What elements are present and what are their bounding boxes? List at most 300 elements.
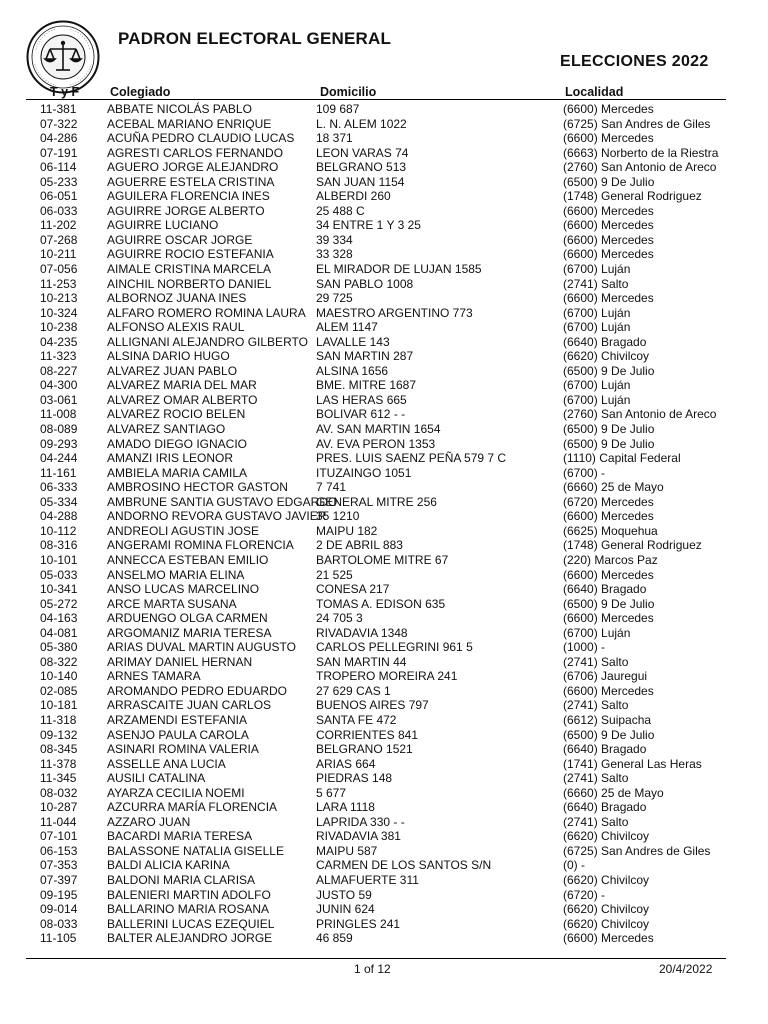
row-domicilio: 25 488 C	[316, 203, 365, 218]
row-localidad: (6660) 25 de Mayo	[563, 785, 664, 800]
row-localidad: (6620) Chivilcoy	[563, 829, 650, 844]
row-localidad: (6700) Luján	[563, 262, 631, 277]
row-domicilio: RIVADAVIA 381	[316, 829, 401, 844]
row-localidad: (6500) 9 De Julio	[563, 174, 655, 189]
row-tyf: 11-044	[40, 814, 77, 829]
row-localidad: (6706) Jauregui	[563, 669, 648, 684]
row-tyf: 10-238	[40, 320, 78, 335]
row-tyf: 10-287	[40, 800, 78, 815]
row-colegiado: ARCE MARTA SUSANA	[107, 596, 237, 611]
row-colegiado: ARNES TAMARA	[107, 669, 201, 684]
row-domicilio: ALEM 1147	[316, 320, 378, 335]
row-localidad: (6500) 9 De Julio	[563, 596, 655, 611]
row-tyf: 07-268	[40, 232, 78, 247]
row-tyf: 10-101	[40, 552, 78, 567]
row-domicilio: RIVADAVIA 1348	[316, 625, 408, 640]
row-tyf: 11-253	[40, 276, 77, 291]
row-localidad: (6700) Luján	[563, 378, 631, 393]
election-year-title: ELECCIONES 2022	[560, 53, 709, 70]
row-tyf: 05-272	[40, 596, 78, 611]
table-row	[0, 509, 768, 524]
row-localidad: (6600) Mercedes	[563, 102, 654, 116]
table-row	[0, 291, 768, 306]
document-title: PADRON ELECTORAL GENERAL	[118, 29, 392, 48]
row-localidad: (6600) Mercedes	[563, 218, 654, 233]
row-domicilio: AV. SAN MARTIN 1654	[316, 422, 441, 437]
row-tyf: 09-132	[40, 727, 78, 742]
table-row	[0, 931, 768, 946]
row-localidad: (6640) Bragado	[563, 334, 647, 349]
row-colegiado: ANNECCA ESTEBAN EMILIO	[107, 552, 269, 567]
row-colegiado: ASENJO PAULA CAROLA	[107, 727, 249, 742]
row-domicilio: 29 725	[316, 291, 353, 306]
row-tyf: 10-213	[40, 291, 78, 306]
row-colegiado: BALASSONE NATALIA GISELLE	[107, 843, 284, 858]
table-row	[0, 800, 768, 815]
row-tyf: 07-101	[40, 829, 78, 844]
row-localidad: (6660) 25 de Mayo	[563, 480, 664, 495]
row-domicilio: MAIPU 182	[316, 523, 378, 538]
table-row	[0, 233, 768, 248]
row-domicilio: PIEDRAS 148	[316, 771, 393, 786]
row-domicilio: LAS HERAS 665	[316, 392, 407, 407]
row-localidad: (6500) 9 De Julio	[563, 422, 655, 437]
row-colegiado: BALENIERI MARTIN ADOLFO	[107, 887, 271, 902]
table-row	[0, 480, 768, 495]
table-row	[0, 495, 768, 510]
table-row	[0, 568, 768, 583]
row-localidad: (220) Marcos Paz	[563, 552, 658, 567]
table-row	[0, 728, 768, 743]
row-colegiado: AGUIRRE LUCIANO	[107, 218, 219, 233]
row-localidad: (6500) 9 De Julio	[563, 363, 655, 378]
row-localidad: (6663) Norberto de la Riestra	[563, 145, 719, 160]
row-localidad: (6600) Mercedes	[563, 131, 654, 146]
row-localidad: (2741) Salto	[563, 654, 629, 669]
row-colegiado: ANSO LUCAS MARCELINO	[107, 582, 260, 597]
row-domicilio: ITUZAINGO 1051	[316, 465, 412, 480]
table-row	[0, 538, 768, 553]
row-tyf: 08-227	[40, 363, 78, 378]
row-colegiado: ARDUENGO OLGA CARMEN	[107, 611, 268, 626]
row-localidad: (6600) Mercedes	[563, 247, 654, 262]
row-localidad: (6720) Mercedes	[563, 494, 654, 509]
header-localidad: Localidad	[565, 85, 624, 99]
row-domicilio: ALMAFUERTE 311	[316, 872, 419, 887]
row-tyf: 03-061	[40, 392, 78, 407]
row-colegiado: ANSELMO MARIA ELINA	[107, 567, 245, 582]
row-colegiado: AGUIRRE JORGE ALBERTO	[107, 203, 265, 218]
row-tyf: 11-161	[40, 465, 77, 480]
row-tyf: 05-380	[40, 640, 78, 655]
row-domicilio: BARTOLOME MITRE 67	[316, 552, 449, 567]
row-domicilio: 35 1210	[316, 509, 360, 524]
row-colegiado: ALVAREZ SANTIAGO	[107, 422, 226, 437]
row-domicilio: 46 859	[316, 931, 353, 946]
row-localidad: (6640) Bragado	[563, 742, 647, 757]
row-colegiado: AMBROSINO HECTOR GASTON	[107, 480, 288, 495]
row-domicilio: JUSTO 59	[316, 887, 372, 902]
row-tyf: 08-033	[40, 916, 78, 931]
header-tyf: T y F	[50, 85, 80, 99]
table-row	[0, 844, 768, 859]
table-row	[0, 320, 768, 335]
row-domicilio: SAN PABLO 1008	[316, 276, 414, 291]
row-colegiado: ASSELLE ANA LUCIA	[107, 756, 226, 771]
row-localidad: (1748) General Rodriguez	[563, 538, 702, 553]
table-row	[0, 393, 768, 408]
row-colegiado: AGUIRRE ROCIO ESTEFANIA	[107, 247, 274, 262]
row-domicilio: MAESTRO ARGENTINO 773	[316, 305, 473, 320]
row-tyf: 08-316	[40, 538, 78, 553]
row-localidad: (6600) Mercedes	[563, 611, 654, 626]
college-seal-icon	[26, 20, 100, 94]
row-domicilio: 27 629 CAS 1	[316, 683, 391, 698]
row-colegiado: ACUÑA PEDRO CLAUDIO LUCAS	[107, 131, 295, 146]
row-domicilio: AV. EVA PERON 1353	[316, 436, 436, 451]
row-localidad: (1110) Capital Federal	[563, 451, 681, 466]
row-localidad: (6600) Mercedes	[563, 683, 654, 698]
row-localidad: (6640) Bragado	[563, 582, 647, 597]
print-date: 20/4/2022	[659, 962, 713, 976]
table-row	[0, 451, 768, 466]
row-tyf: 05-033	[40, 567, 78, 582]
row-tyf: 04-300	[40, 378, 78, 393]
row-tyf: 06-051	[40, 189, 78, 204]
table-row	[0, 713, 768, 728]
row-domicilio: SAN MARTIN 287	[316, 349, 414, 364]
row-colegiado: ANDORNO REVORA GUSTAVO JAVIER	[107, 509, 327, 524]
page-number: 1 of 12	[354, 962, 391, 976]
row-tyf: 05-233	[40, 174, 78, 189]
row-localidad: (6620) Chivilcoy	[563, 872, 650, 887]
row-domicilio: BUENOS AIRES 797	[316, 698, 429, 713]
table-row	[0, 917, 768, 932]
row-localidad: (2741) Salto	[563, 698, 629, 713]
header-colegiado: Colegiado	[110, 85, 171, 99]
row-colegiado: BALDI ALICIA KARINA	[107, 858, 230, 873]
table-row	[0, 407, 768, 422]
table-row	[0, 204, 768, 219]
row-localidad: (1741) General Las Heras	[563, 756, 702, 771]
table-row	[0, 829, 768, 844]
table-row	[0, 422, 768, 437]
row-domicilio: ALBERDI 260	[316, 189, 391, 204]
row-domicilio: GENERAL MITRE 256	[316, 494, 437, 509]
table-row	[0, 349, 768, 364]
row-tyf: 10-181	[40, 698, 78, 713]
row-tyf: 07-353	[40, 858, 78, 873]
row-localidad: (2741) Salto	[563, 814, 629, 829]
row-colegiado: ALVAREZ JUAN PABLO	[107, 363, 238, 378]
row-domicilio: PRINGLES 241	[316, 916, 401, 931]
row-tyf: 04-288	[40, 509, 78, 524]
table-row	[0, 655, 768, 670]
table-row	[0, 742, 768, 757]
row-localidad: (6700) Luján	[563, 320, 631, 335]
row-localidad: (1000) -	[563, 640, 606, 655]
row-colegiado: ALFONSO ALEXIS RAUL	[107, 320, 245, 335]
row-colegiado: AMBIELA MARIA CAMILA	[107, 465, 248, 480]
row-domicilio: 7 741	[316, 480, 347, 495]
row-colegiado: ALVAREZ OMAR ALBERTO	[107, 392, 258, 407]
row-colegiado: BALTER ALEJANDRO JORGE	[107, 931, 273, 946]
row-domicilio: 21 525	[316, 567, 353, 582]
row-tyf: 04-244	[40, 451, 78, 466]
row-colegiado: BALLERINI LUCAS EZEQUIEL	[107, 916, 275, 931]
table-row	[0, 582, 768, 597]
row-domicilio: LAPRIDA 330 - -	[316, 814, 405, 829]
row-colegiado: AMBRUNE SANTIA GUSTAVO EDGARDO	[107, 494, 338, 509]
table-row	[0, 364, 768, 379]
table-row	[0, 553, 768, 568]
row-domicilio: 2 DE ABRIL 883	[316, 538, 403, 553]
row-tyf: 11-318	[40, 712, 77, 727]
row-tyf: 08-032	[40, 785, 78, 800]
row-localidad: (1748) General Rodriguez	[563, 189, 702, 204]
row-domicilio: MAIPU 587	[316, 843, 378, 858]
row-colegiado: ANDREOLI AGUSTIN JOSE	[107, 523, 260, 538]
row-tyf: 11-381	[40, 102, 77, 116]
row-localidad: (6600) Mercedes	[563, 291, 654, 306]
row-tyf: 10-341	[40, 582, 78, 597]
row-colegiado: AZCURRA MARÍA FLORENCIA	[107, 800, 278, 815]
row-localidad: (2741) Salto	[563, 771, 629, 786]
row-colegiado: BALDONI MARIA CLARISA	[107, 872, 256, 887]
row-colegiado: ARGOMANIZ MARIA TERESA	[107, 625, 272, 640]
table-row	[0, 262, 768, 277]
row-colegiado: AIMALE CRISTINA MARCELA	[107, 262, 272, 277]
row-domicilio: CORRIENTES 841	[316, 727, 419, 742]
row-tyf: 06-114	[40, 160, 77, 175]
row-localidad: (6600) Mercedes	[563, 232, 654, 247]
row-tyf: 11-008	[40, 407, 77, 422]
row-tyf: 08-345	[40, 742, 78, 757]
row-domicilio: 5 677	[316, 785, 347, 800]
row-domicilio: 18 371	[316, 131, 353, 146]
table-row	[0, 378, 768, 393]
row-domicilio: CARLOS PELLEGRINI 961 5	[316, 640, 473, 655]
table-row	[0, 218, 768, 233]
row-tyf: 11-345	[40, 771, 77, 786]
row-tyf: 04-163	[40, 611, 78, 626]
table-row	[0, 131, 768, 146]
row-tyf: 06-333	[40, 480, 78, 495]
row-localidad: (6500) 9 De Julio	[563, 727, 655, 742]
row-tyf: 11-202	[40, 218, 77, 233]
row-localidad: (6725) San Andres de Giles	[563, 843, 711, 858]
row-localidad: (2741) Salto	[563, 276, 629, 291]
table-row	[0, 437, 768, 452]
row-tyf: 07-397	[40, 872, 78, 887]
row-tyf: 09-014	[40, 902, 78, 917]
row-domicilio: BELGRANO 1521	[316, 742, 413, 757]
table-row	[0, 466, 768, 481]
row-localidad: (6640) Bragado	[563, 800, 647, 815]
row-tyf: 10-140	[40, 669, 78, 684]
table-row	[0, 117, 768, 132]
table-row	[0, 902, 768, 917]
row-domicilio: CONESA 217	[316, 582, 390, 597]
table-row	[0, 640, 768, 655]
row-localidad: (6700) Luján	[563, 305, 631, 320]
row-domicilio: PRES. LUIS SAENZ PEÑA 579 7 C	[316, 451, 507, 466]
row-domicilio: BOLIVAR 612 - -	[316, 407, 406, 422]
row-localidad: (6500) 9 De Julio	[563, 436, 655, 451]
table-row	[0, 888, 768, 903]
row-localidad: (6700) Luján	[563, 625, 631, 640]
row-colegiado: AGUERRE ESTELA CRISTINA	[107, 174, 275, 189]
row-localidad: (0) -	[563, 858, 585, 873]
table-row	[0, 611, 768, 626]
row-tyf: 07-322	[40, 116, 78, 131]
table-row	[0, 247, 768, 262]
row-domicilio: 24 705 3	[316, 611, 363, 626]
row-domicilio: ALSINA 1656	[316, 363, 389, 378]
row-tyf: 10-112	[40, 523, 77, 538]
row-localidad: (6620) Chivilcoy	[563, 916, 650, 931]
row-domicilio: LAVALLE 143	[316, 334, 390, 349]
row-domicilio: LEON VARAS 74	[316, 145, 409, 160]
row-colegiado: ANGERAMI ROMINA FLORENCIA	[107, 538, 294, 553]
row-localidad: (6612) Suipacha	[563, 712, 652, 727]
row-colegiado: AINCHIL NORBERTO DANIEL	[107, 276, 272, 291]
row-tyf: 07-191	[40, 145, 78, 160]
row-domicilio: L. N. ALEM 1022	[316, 116, 407, 131]
row-colegiado: AROMANDO PEDRO EDUARDO	[107, 683, 288, 698]
row-tyf: 10-211	[40, 247, 77, 262]
row-domicilio: JUNIN 624	[316, 902, 375, 917]
table-row	[0, 189, 768, 204]
row-localidad: (6725) San Andres de Giles	[563, 116, 711, 131]
row-tyf: 04-081	[40, 625, 78, 640]
table-row	[0, 757, 768, 772]
row-localidad: (6600) Mercedes	[563, 509, 654, 524]
row-colegiado: ALLIGNANI ALEJANDRO GILBERTO	[107, 334, 308, 349]
row-colegiado: AGRESTI CARLOS FERNANDO	[107, 145, 284, 160]
row-colegiado: ALBORNOZ JUANA INES	[107, 291, 247, 306]
footer-divider	[26, 958, 726, 959]
row-colegiado: AYARZA CECILIA NOEMI	[107, 785, 245, 800]
row-tyf: 08-089	[40, 422, 78, 437]
row-tyf: 06-033	[40, 203, 78, 218]
row-tyf: 10-324	[40, 305, 78, 320]
row-tyf: 11-105	[40, 931, 77, 946]
row-colegiado: ALFARO ROMERO ROMINA LAURA	[107, 305, 306, 320]
row-colegiado: ACEBAL MARIANO ENRIQUE	[107, 116, 272, 131]
row-colegiado: ALVAREZ ROCIO BELEN	[107, 407, 246, 422]
row-localidad: (6620) Chivilcoy	[563, 902, 650, 917]
table-row	[0, 175, 768, 190]
row-domicilio: SANTA FE 472	[316, 712, 397, 727]
row-localidad: (6600) Mercedes	[563, 567, 654, 582]
table-row	[0, 277, 768, 292]
row-colegiado: AGUERO JORGE ALEJANDRO	[107, 160, 279, 175]
row-colegiado: AMANZI IRIS LEONOR	[107, 451, 234, 466]
table-row	[0, 597, 768, 612]
row-localidad: (6620) Chivilcoy	[563, 349, 650, 364]
row-colegiado: AMADO DIEGO IGNACIO	[107, 436, 248, 451]
row-domicilio: SAN MARTIN 44	[316, 654, 407, 669]
table-row	[0, 160, 768, 175]
table-row	[0, 524, 768, 539]
row-tyf: 11-323	[40, 349, 77, 364]
row-colegiado: AUSILI CATALINA	[107, 771, 206, 786]
row-domicilio: 33 328	[316, 247, 353, 262]
row-tyf: 04-286	[40, 131, 78, 146]
row-localidad: (6600) Mercedes	[563, 931, 654, 946]
row-localidad: (6700) Luján	[563, 392, 631, 407]
table-row	[0, 786, 768, 801]
table-row	[0, 335, 768, 350]
row-colegiado: AZZARO JUAN	[107, 814, 191, 829]
row-domicilio: EL MIRADOR DE LUJAN 1585	[316, 262, 482, 277]
row-domicilio: 34 ENTRE 1 Y 3 25	[316, 218, 421, 233]
row-tyf: 07-056	[40, 262, 78, 277]
table-row	[0, 698, 768, 713]
row-tyf: 11-378	[40, 756, 77, 771]
row-tyf: 05-334	[40, 494, 78, 509]
header-divider	[26, 99, 726, 100]
row-colegiado: AGUILERA FLORENCIA INES	[107, 189, 270, 204]
header-domicilio: Domicilio	[320, 85, 377, 99]
row-localidad: (2760) San Antonio de Areco	[563, 407, 717, 422]
row-domicilio: SAN JUAN 1154	[316, 174, 405, 189]
row-localidad: (6625) Moquehua	[563, 523, 658, 538]
row-tyf: 04-235	[40, 334, 78, 349]
row-colegiado: ARIMAY DANIEL HERNAN	[107, 654, 253, 669]
row-colegiado: AGUIRRE OSCAR JORGE	[107, 232, 253, 247]
table-row	[0, 626, 768, 641]
table-row	[0, 873, 768, 888]
voter-list	[0, 102, 768, 946]
row-localidad: (6600) Mercedes	[563, 203, 654, 218]
table-row	[0, 858, 768, 873]
row-colegiado: ARZAMENDI ESTEFANIA	[107, 712, 248, 727]
row-domicilio: ARIAS 664	[316, 756, 376, 771]
row-colegiado: ALSINA DARIO HUGO	[107, 349, 230, 364]
row-domicilio: TROPERO MOREIRA 241	[316, 669, 458, 684]
row-domicilio: BME. MITRE 1687	[316, 378, 417, 393]
table-row	[0, 771, 768, 786]
row-tyf: 02-085	[40, 683, 78, 698]
row-domicilio: TOMAS A. EDISON 635	[316, 596, 446, 611]
row-tyf: 09-293	[40, 436, 78, 451]
row-colegiado: BACARDI MARIA TERESA	[107, 829, 253, 844]
table-row	[0, 684, 768, 699]
row-colegiado: ARIAS DUVAL MARTIN AUGUSTO	[107, 640, 296, 655]
table-row	[0, 146, 768, 161]
row-domicilio: CARMEN DE LOS SANTOS S/N	[316, 858, 492, 873]
row-domicilio: 109 687	[316, 102, 360, 116]
row-colegiado: ARRASCAITE JUAN CARLOS	[107, 698, 272, 713]
row-domicilio: LARA 1118	[316, 800, 375, 815]
row-localidad: (2760) San Antonio de Areco	[563, 160, 717, 175]
table-row	[0, 815, 768, 830]
row-localidad: (6720) -	[563, 887, 606, 902]
table-row	[0, 102, 768, 117]
row-colegiado: ABBATE NICOLÁS PABLO	[107, 102, 252, 116]
row-domicilio: BELGRANO 513	[316, 160, 407, 175]
table-row	[0, 306, 768, 321]
row-colegiado: ALVAREZ MARIA DEL MAR	[107, 378, 257, 393]
row-colegiado: BALLARINO MARIA ROSANA	[107, 902, 270, 917]
row-domicilio: 39 334	[316, 232, 353, 247]
row-tyf: 08-322	[40, 654, 78, 669]
row-colegiado: ASINARI ROMINA VALERIA	[107, 742, 259, 757]
row-localidad: (6700) -	[563, 465, 606, 480]
table-row	[0, 669, 768, 684]
